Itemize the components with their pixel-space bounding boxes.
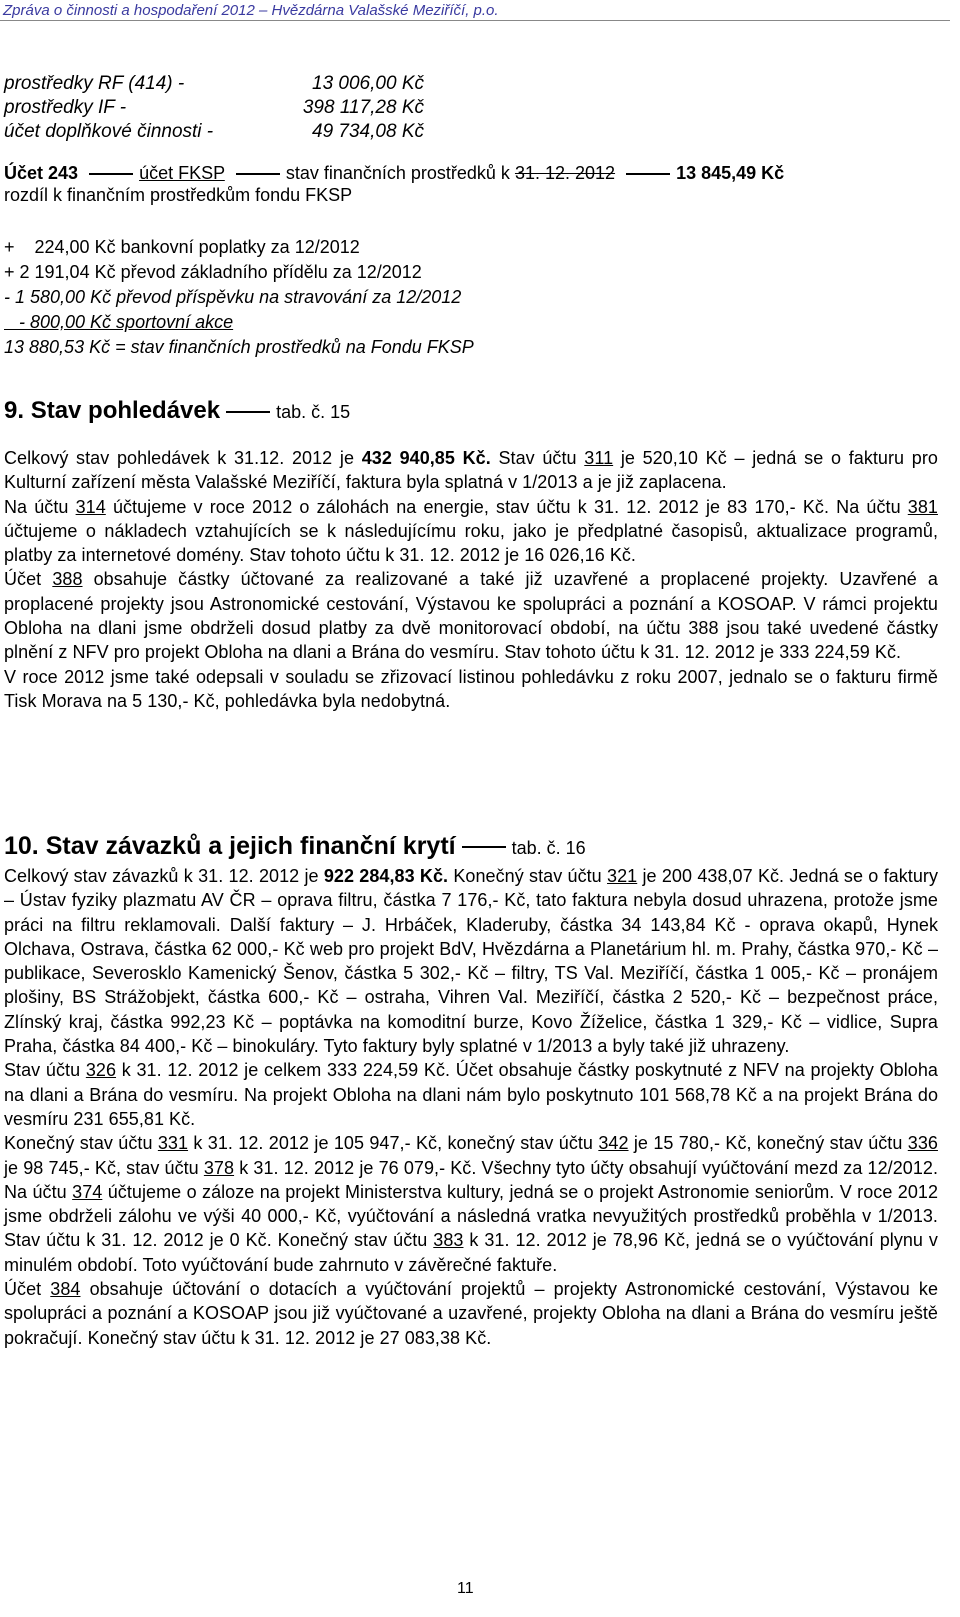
text-run: účtujeme o nákladech vztahujících se k následujícímu roku, jako je předplatné časopisů, aktualizace programů, platby za internetové domény. Stav tohoto účtu k 31. 12. 2012 je 16 026,16 Kč. bbox=[4, 520, 938, 566]
fund-row bbox=[4, 96, 424, 120]
page-number: 11 bbox=[457, 1580, 474, 1597]
fksp-total: 13 880,53 Kč = stav finančních prostředků na Fondu FKSP bbox=[4, 337, 474, 357]
text-run: obsahuje částky účtované za realizované a také již uzavřené a proplacené projekty. Uzavřené a proplacené projekty jsou Astronomické cestování, Výstavou ke spolupráci a poznání a KOSOAP. V rámci projektu Obloha na dlani jsme obdrželi dosud platby za dvě monitorovací období, na účtu 388 jsou také uvedené částky plnění z NFV pro projekt Obloha na dlani a Brána do vesmíru. Stav tohoto účtu k 31. 12. 2012 je 333 224,59 Kč. bbox=[4, 569, 938, 663]
fksp-date: 31. 12. 2012 bbox=[514, 163, 616, 183]
text-run: k 31. 12. 2012 je 78,96 Kč, jedná se o vyúčtování plynu v minulém období. Toto vyúčtování bude zahrnuto v závěrečné faktuře. bbox=[4, 1230, 938, 1275]
account-number: 381 bbox=[907, 496, 938, 517]
text-run: k 31. 12. 2012 je 105 947,- Kč, konečný stav účtu bbox=[193, 1133, 593, 1154]
fund-value: 398 117,28 Kč bbox=[302, 97, 424, 118]
paragraph bbox=[4, 495, 938, 568]
text-run: účtujeme o záloze na projekt Ministerstva kultury, jedná se o projekt Astronomie seniorům. V roce 2012 jsme obdrželi zálohu ve výši 40 000,- Kč, vyúčtování a následná vratka nevyužitých prostředků proběhla v 1/2013. Stav účtu k 31. 12. 2012 je 0 Kč. Konečný stav účtu bbox=[4, 1181, 939, 1251]
text-run: obsahuje účtování o dotacích a vyúčtování projektů – projekty Astronomické cestování, Výstavou ke spolupráci a poznání a KOSOAP jsou již vyúčtované a uzavřené, projekty Obloha na dlani a Brána do vesmíru ještě pokračují. Konečný stav účtu k 31. 12. 2012 je 27 083,38 Kč. bbox=[4, 1279, 939, 1348]
section-9-body bbox=[4, 446, 938, 713]
account-number: 374 bbox=[72, 1181, 103, 1202]
fund-balances bbox=[4, 72, 424, 144]
dash-rule bbox=[236, 173, 280, 175]
fksp-amount: 13 845,49 Kč bbox=[676, 163, 785, 183]
fksp-line2: rozdíl k finančním prostředkům fondu FKSP bbox=[4, 185, 353, 205]
paragraph bbox=[4, 1277, 938, 1350]
fksp-summary bbox=[4, 162, 784, 206]
account-number: 384 bbox=[50, 1279, 81, 1300]
text-run: Účet bbox=[4, 569, 42, 590]
dash-rule bbox=[626, 173, 670, 175]
section-10-body bbox=[4, 864, 938, 1350]
text-run: je 520,10 Kč – jedná se o fakturu pro Kulturní zařízení města Valašské Meziříčí, faktura byla splatná v 1/2013 a je již zaplacena. bbox=[4, 448, 938, 493]
fksp-item: + 224,00 Kč bankovní poplatky za 12/2012 bbox=[4, 237, 360, 257]
account-number: 342 bbox=[598, 1133, 629, 1154]
section-10-heading bbox=[4, 832, 586, 861]
text-run: Na účtu bbox=[4, 496, 69, 517]
account-number: 378 bbox=[203, 1157, 235, 1178]
table-reference: tab. č. 16 bbox=[511, 838, 586, 858]
section-title: Stav závazků a jejich finanční krytí bbox=[45, 832, 456, 860]
header-divider bbox=[0, 20, 950, 21]
fksp-item: + 2 191,04 Kč převod základního přídělu za 12/2012 bbox=[4, 262, 422, 282]
text-run: je 200 438,07 Kč. Jedná se o faktury – Ústav fyziky plazmatu AV ČR – oprava filtru, částka 7 176,- Kč, tato faktura nebyla dosud uhrazena, protože jsme práci na filtru reklamovali. Další faktury – J. Hrbáček, Kladeruby, částka 34 143,84 Kč - oprava okapů, Hynek Olchava, Ostrava, částka 62 000,- Kč web pro projekt BdV, Hvězdárna a Planetárium hl. m. Prahy, částka 970,- Kč – publikace, Severosklo Kamenický Šenov, částka 5 302,- Kč – filtry, TS Val. Meziříčí, částka 1 005,- Kč – pronájem plošiny, BS Strážobjekt, částka 600,- Kč – ostraha, Vihren Val. Meziříčí, částka 2 520,- Kč – bezpečnost práce, Zlínský kraj, částka 992,23 Kč – poptávka na komoditní burze, Kovo Žíželice, částka 1 329,- Kč – vidlice, Supra Praha, částka 84 400,- Kč – binokuláry. Tyto faktury byly splatné v 1/2013 a byly také již uhrazeny. bbox=[4, 866, 938, 1057]
text-run: Stav účtu bbox=[498, 448, 577, 468]
section-title: Stav pohledávek bbox=[30, 397, 221, 424]
fksp-item: - 800,00 Kč sportovní akce bbox=[4, 312, 234, 332]
table-reference: tab. č. 15 bbox=[276, 402, 351, 422]
fksp-text: stav finančních prostředků k bbox=[285, 163, 510, 183]
account-number: 314 bbox=[75, 496, 106, 517]
paragraph bbox=[4, 864, 938, 1058]
fund-value: 13 006,00 Kč bbox=[312, 73, 424, 94]
text-run: k 31. 12. 2012 je 76 079,- Kč. Všechny tyto účty obsahují vyúčtování mezd za 12/2012. Na účtu bbox=[4, 1157, 939, 1202]
total-amount: 922 284,83 Kč. bbox=[323, 866, 449, 886]
fksp-reconciliation bbox=[4, 235, 604, 360]
dash-rule bbox=[89, 173, 133, 175]
paragraph bbox=[4, 567, 938, 664]
paragraph bbox=[4, 446, 938, 495]
paragraph bbox=[4, 1058, 938, 1131]
account-number: 383 bbox=[433, 1230, 464, 1251]
page-header: Zpráva o činnosti a hospodaření 2012 – Hvězdárna Valašské Meziříčí, p.o. bbox=[3, 2, 499, 19]
section-9-heading bbox=[4, 397, 350, 425]
section-number: 10. bbox=[4, 832, 39, 860]
paragraph bbox=[4, 1131, 938, 1277]
account-number: 388 bbox=[52, 569, 83, 590]
account-number: 331 bbox=[157, 1133, 189, 1154]
paragraph: V roce 2012 jsme také odepsali v souladu se zřizovací listinou pohledávku z roku 2007, jednalo se o fakturu firmě Tisk Morava na 5 130,- Kč, pohledávka byla nedobytná. bbox=[4, 666, 938, 711]
account-number: 326 bbox=[85, 1060, 117, 1081]
fksp-heading-line bbox=[4, 162, 784, 184]
text-run: účtujeme v roce 2012 o zálohách na energie, stav účtu k 31. 12. 2012 je 83 170,- Kč. bbox=[112, 496, 830, 517]
fund-label: prostředky IF - bbox=[4, 97, 127, 118]
fund-value: 49 734,08 Kč bbox=[312, 121, 424, 142]
text-run: Konečný stav účtu bbox=[453, 866, 602, 886]
text-run: Celkový stav závazků k 31. 12. 2012 je bbox=[4, 866, 319, 886]
fksp-account-name: účet FKSP bbox=[139, 163, 225, 183]
section-number: 9. bbox=[4, 397, 25, 424]
fksp-item: - 1 580,00 Kč převod příspěvku na stravování za 12/2012 bbox=[4, 287, 462, 307]
text-run: Na účtu bbox=[836, 496, 901, 517]
fund-label: účet doplňkové činnosti - bbox=[4, 121, 214, 142]
fund-label: prostředky RF (414) - bbox=[4, 73, 185, 94]
fksp-account-prefix: Účet 243 bbox=[4, 163, 79, 183]
text-run: k 31. 12. 2012 je celkem 333 224,59 Kč. Účet obsahuje částky poskytnuté z NFV na projekty Obloha na dlani a Brána do vesmíru. Na projekt Obloha na dlani nám bylo poskytnuto 101 568,78 Kč a na projekt Brána do vesmíru 231 655,81 Kč. bbox=[4, 1060, 938, 1129]
account-number: 321 bbox=[607, 866, 638, 886]
account-number: 311 bbox=[584, 448, 614, 468]
dash-rule bbox=[462, 846, 506, 848]
total-amount: 432 940,85 Kč. bbox=[361, 448, 491, 468]
text-run: je 15 780,- Kč, konečný stav účtu bbox=[633, 1133, 903, 1154]
text-run: Konečný stav účtu bbox=[4, 1133, 153, 1154]
text-run: Celkový stav pohledávek k 31.12. 2012 je bbox=[4, 448, 355, 468]
account-number: 336 bbox=[907, 1133, 938, 1154]
text-run: Účet bbox=[4, 1279, 42, 1300]
fund-row bbox=[4, 120, 424, 144]
dash-rule bbox=[226, 411, 270, 413]
fund-row bbox=[4, 72, 424, 96]
text-run: Stav účtu bbox=[4, 1060, 81, 1081]
text-run: je 98 745,- Kč, stav účtu bbox=[4, 1157, 199, 1178]
